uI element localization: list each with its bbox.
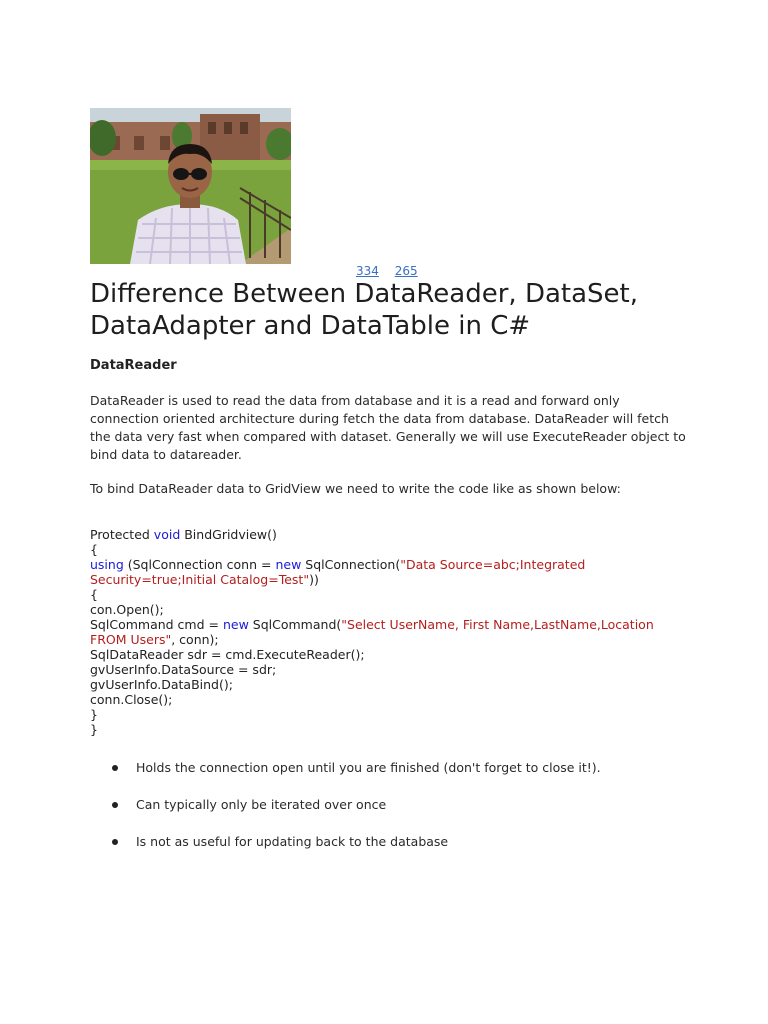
code-line: gvUserInfo.DataSource = sdr; bbox=[90, 662, 277, 677]
paragraph-bind-note: To bind DataReader data to GridView we need to write the code like as shown below: bbox=[90, 481, 621, 496]
code-line: { bbox=[90, 587, 98, 602]
code-line: conn.Close(); bbox=[90, 692, 173, 707]
section-heading: DataReader bbox=[90, 358, 177, 373]
list-item: Is not as useful for updating back to the database bbox=[90, 834, 710, 850]
code-line: Protected void BindGridview() bbox=[90, 527, 277, 542]
bullet-list bbox=[90, 760, 710, 871]
code-line: SqlDataReader sdr = cmd.ExecuteReader(); bbox=[90, 647, 365, 662]
code-line: using (SqlConnection conn = new SqlConnection("Data Source=abc;Integrated Security=true;Initial Catalog=Test")) bbox=[90, 557, 590, 587]
code-line: } bbox=[90, 722, 98, 737]
bullet-icon bbox=[112, 802, 118, 808]
code-line: } bbox=[90, 707, 98, 722]
list-item: Can typically only be iterated over once bbox=[90, 797, 710, 813]
code-block bbox=[90, 527, 690, 737]
code-line: gvUserInfo.DataBind(); bbox=[90, 677, 233, 692]
count-link-a[interactable]: 334 bbox=[356, 264, 379, 278]
bullet-icon bbox=[112, 839, 118, 845]
paragraph-intro: DataReader is used to read the data from database and it is a read and forward only connection oriented architecture during fetch the data from database. DataReader will fetch the data very fast when compared with dataset. Generally we will use ExecuteReader object to bind data to datareader. bbox=[90, 393, 686, 462]
count-link-b[interactable]: 265 bbox=[394, 264, 418, 278]
code-line: SqlCommand cmd = new SqlCommand("Select UserName, First Name,LastName,Location FROM Users", conn); bbox=[90, 617, 658, 647]
code-line: con.Open(); bbox=[90, 602, 164, 617]
code-line: { bbox=[90, 542, 98, 557]
author-photo bbox=[90, 108, 291, 264]
bullet-icon bbox=[112, 765, 118, 771]
stats-bar bbox=[356, 263, 430, 279]
page-title: Difference Between DataReader, DataSet, DataAdapter and DataTable in C# bbox=[90, 279, 638, 341]
list-item: Holds the connection open until you are finished (don't forget to close it!). bbox=[90, 760, 710, 776]
